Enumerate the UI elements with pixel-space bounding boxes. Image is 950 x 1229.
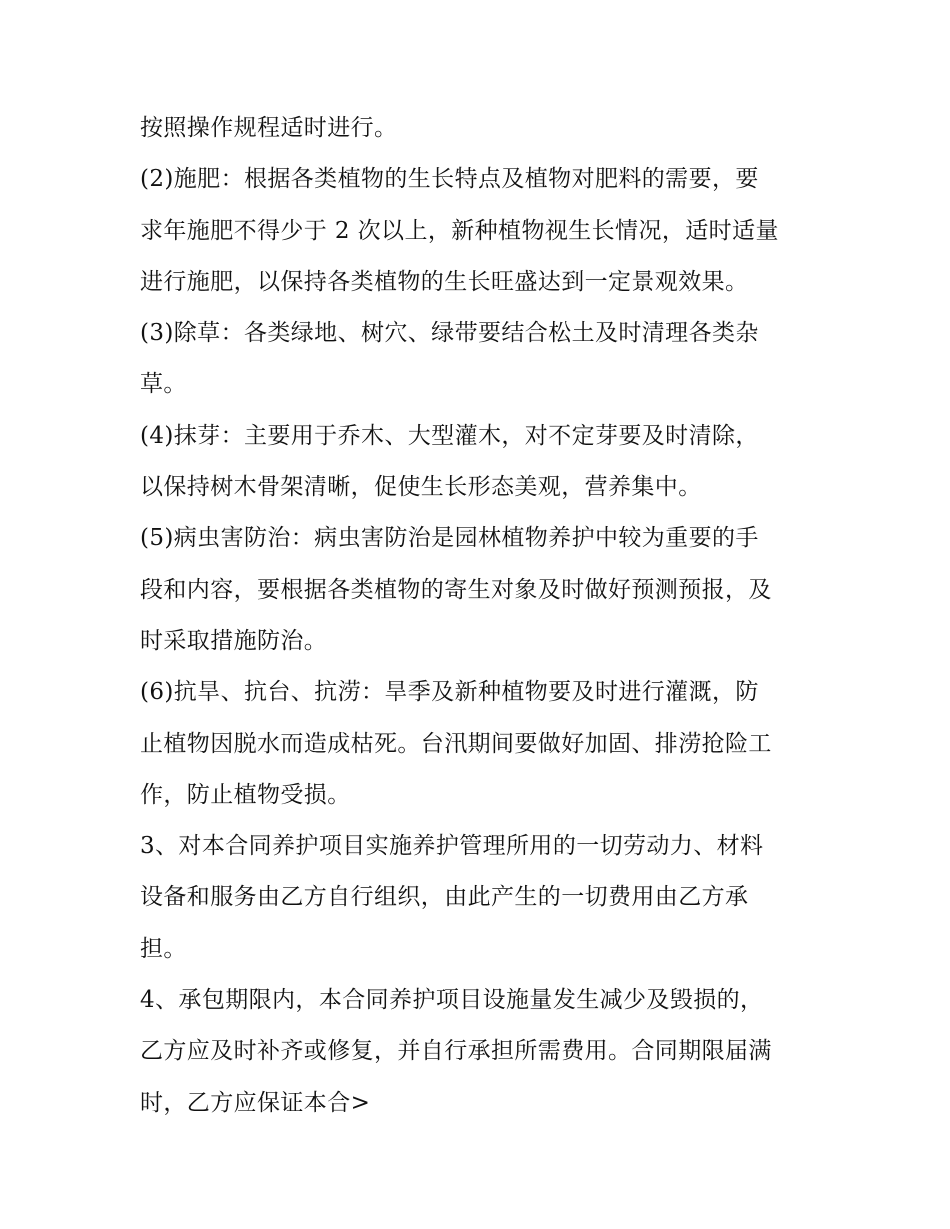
text-line: (4)抹芽：主要用于乔木、大型灌木，对不定芽要及时清除， xyxy=(140,422,759,449)
text-line: 进行施肥，以保持各类植物的生长旺盛达到一定景观效果。 xyxy=(140,268,749,295)
text-line: 时采取措施防治。 xyxy=(140,627,328,654)
text-line: 3、对本合同养护项目实施养护管理所用的一切劳动力、材料 xyxy=(140,833,764,860)
document-body xyxy=(140,103,840,1129)
text-line: (5)病虫害防治：病虫害防治是园林植物养护中较为重要的手 xyxy=(140,525,759,552)
text-line: 设备和服务由乙方自行组织，由此产生的一切费用由乙方承 xyxy=(140,884,749,911)
text-line: (3)除草：各类绿地、树穴、绿带要结合松土及时清理各类杂 xyxy=(140,320,759,347)
text-line: 作，防止植物受损。 xyxy=(140,781,351,808)
text-line: 以保持树木骨架清晰，促使生长形态美观，营养集中。 xyxy=(140,474,702,501)
text-line: 4、承包期限内，本合同养护项目设施量发生减少及毁损的， xyxy=(140,987,764,1014)
text-line: 按照操作规程适时进行。 xyxy=(140,115,398,141)
text-line: 止植物因脱水而造成枯死。台汛期间要做好加固、排涝抢险工 xyxy=(140,730,772,757)
text-line: (6)抗旱、抗台、抗涝：旱季及新种植物要及时进行灌溉，防 xyxy=(140,679,759,706)
text-line: (2)施肥：根据各类植物的生长特点及植物对肥料的需要，要 xyxy=(140,166,759,193)
text-line: 乙方应及时补齐或修复，并自行承担所需费用。合同期限届满 xyxy=(140,1038,772,1065)
text-line: 求年施肥不得少于 2 次以上，新种植物视生长情况，适时适量 xyxy=(140,217,779,244)
text-line: 时，乙方应保证本合> xyxy=(140,1089,371,1116)
text-line: 段和内容，要根据各类植物的寄生对象及时做好预测预报，及 xyxy=(140,576,772,603)
text-line: 草。 xyxy=(140,371,187,398)
text-line: 担。 xyxy=(140,935,187,962)
